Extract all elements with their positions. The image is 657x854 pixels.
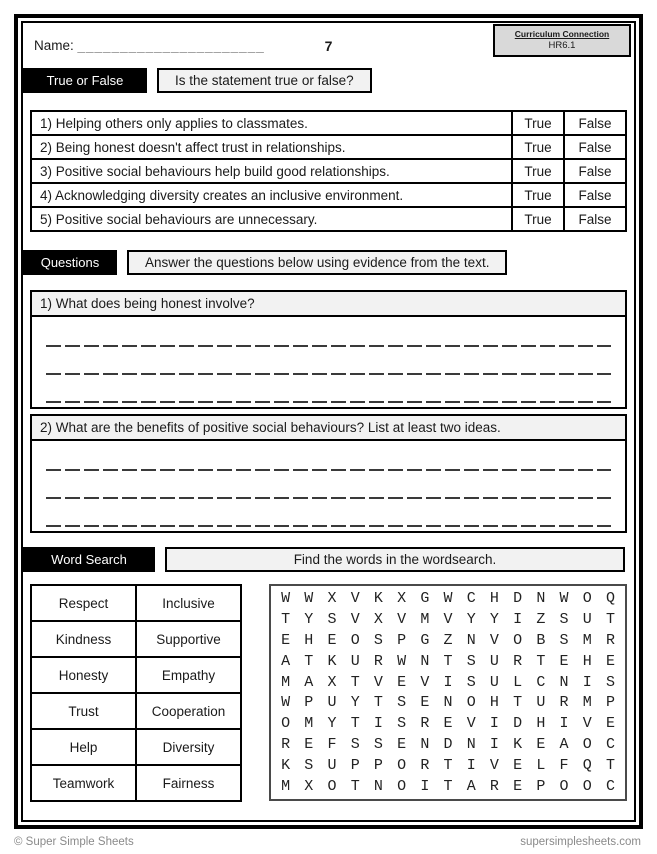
word-search-letter[interactable]: H bbox=[489, 589, 499, 607]
footer-website: supersimplesheets.com bbox=[520, 836, 641, 848]
word-search-letter[interactable]: W bbox=[281, 589, 291, 607]
word-search-letter[interactable]: Q bbox=[582, 757, 592, 775]
word-search-letter[interactable]: I bbox=[559, 715, 569, 733]
word-search-letter[interactable]: X bbox=[304, 778, 314, 796]
word-list-item: Respect bbox=[31, 585, 136, 621]
word-search-letter[interactable]: P bbox=[397, 631, 407, 649]
word-search-letter[interactable]: N bbox=[466, 736, 476, 754]
word-search-letter[interactable]: U bbox=[327, 694, 337, 712]
word-search-letter[interactable]: D bbox=[443, 736, 453, 754]
word-search-letter[interactable]: T bbox=[443, 652, 453, 670]
questions-section-header bbox=[23, 250, 634, 275]
word-search-instruction: Find the words in the wordsearch. bbox=[165, 547, 625, 572]
word-search-letter[interactable]: O bbox=[327, 778, 337, 796]
word-search-letter[interactable]: T bbox=[281, 610, 291, 628]
word-search-letter[interactable]: O bbox=[582, 589, 592, 607]
true-false-section-label: True or False bbox=[23, 68, 147, 93]
word-search-letter[interactable]: Z bbox=[443, 631, 453, 649]
word-search-letter[interactable]: M bbox=[304, 715, 314, 733]
questions-instruction: Answer the questions below using evidence from the text. bbox=[127, 250, 507, 275]
word-search-row bbox=[274, 609, 622, 630]
word-search-letter[interactable]: E bbox=[605, 715, 615, 733]
word-search-letter[interactable]: N bbox=[536, 589, 546, 607]
word-search-letter[interactable]: Y bbox=[466, 610, 476, 628]
word-search-letter[interactable]: I bbox=[489, 715, 499, 733]
question-1-answer-area bbox=[32, 317, 625, 407]
word-list-item: Teamwork bbox=[31, 765, 136, 801]
word-search-letter[interactable]: S bbox=[559, 631, 569, 649]
word-search-letter[interactable]: A bbox=[559, 736, 569, 754]
word-search-letter[interactable]: E bbox=[443, 715, 453, 733]
answer-line[interactable] bbox=[46, 499, 611, 527]
word-list-row bbox=[31, 657, 241, 693]
answer-line[interactable] bbox=[46, 375, 611, 403]
tf-statement: 4) Acknowledging diversity creates an inclusive environment. bbox=[31, 183, 512, 207]
question-box-1 bbox=[30, 290, 627, 409]
word-search-letter[interactable]: N bbox=[420, 652, 430, 670]
question-2-answer-area bbox=[32, 441, 625, 531]
true-false-table bbox=[30, 110, 627, 232]
tf-option-true[interactable]: True bbox=[512, 111, 564, 135]
word-search-letter[interactable]: S bbox=[373, 736, 383, 754]
curriculum-connection-box bbox=[493, 24, 631, 57]
tf-option-true[interactable]: True bbox=[512, 135, 564, 159]
word-search-letter[interactable]: V bbox=[466, 715, 476, 733]
true-false-section-header bbox=[23, 68, 634, 93]
tf-statement: 1) Helping others only applies to classmates. bbox=[31, 111, 512, 135]
word-search-letter[interactable]: K bbox=[513, 736, 523, 754]
word-search-letter[interactable]: W bbox=[304, 589, 314, 607]
word-search-letter[interactable]: I bbox=[489, 736, 499, 754]
word-search-letter[interactable]: S bbox=[304, 757, 314, 775]
word-search-letter[interactable]: E bbox=[304, 736, 314, 754]
word-search-letter[interactable]: Y bbox=[327, 715, 337, 733]
word-search-letter[interactable]: O bbox=[582, 736, 592, 754]
word-search-letter[interactable]: O bbox=[466, 694, 476, 712]
curriculum-title: Curriculum Connection bbox=[514, 29, 610, 39]
word-search-letter[interactable]: R bbox=[489, 778, 499, 796]
word-search-letter[interactable]: I bbox=[582, 673, 592, 691]
word-search-letter[interactable]: A bbox=[281, 652, 291, 670]
answer-line[interactable] bbox=[46, 319, 611, 347]
page-number: 7 bbox=[324, 38, 333, 54]
word-search-letter[interactable]: I bbox=[443, 673, 453, 691]
word-search-letter[interactable]: P bbox=[373, 757, 383, 775]
word-search-letter[interactable]: H bbox=[489, 694, 499, 712]
word-search-letter[interactable]: S bbox=[373, 631, 383, 649]
word-list-item: Supportive bbox=[136, 621, 241, 657]
word-search-letter[interactable]: E bbox=[536, 736, 546, 754]
word-search-letter[interactable]: E bbox=[397, 736, 407, 754]
word-search-letter[interactable]: X bbox=[373, 610, 383, 628]
word-list-item: Inclusive bbox=[136, 585, 241, 621]
word-search-letter[interactable]: Y bbox=[350, 694, 360, 712]
word-search-letter[interactable]: S bbox=[397, 694, 407, 712]
word-search-letter[interactable]: M bbox=[420, 610, 430, 628]
word-search-letter[interactable]: W bbox=[397, 652, 407, 670]
word-search-letter[interactable]: T bbox=[373, 694, 383, 712]
word-search-row bbox=[274, 734, 622, 755]
tf-option-false[interactable]: False bbox=[564, 183, 626, 207]
question-box-2 bbox=[30, 414, 627, 533]
word-search-letter[interactable]: V bbox=[397, 610, 407, 628]
word-search-letter[interactable]: N bbox=[420, 736, 430, 754]
word-search-letter[interactable]: K bbox=[327, 652, 337, 670]
answer-line[interactable] bbox=[46, 443, 611, 471]
word-list-item: Trust bbox=[31, 693, 136, 729]
word-search-letter[interactable]: I bbox=[513, 610, 523, 628]
tf-option-true[interactable]: True bbox=[512, 207, 564, 231]
word-search-row bbox=[274, 693, 622, 714]
word-search-letter[interactable]: V bbox=[443, 610, 453, 628]
word-search-letter[interactable]: F bbox=[559, 757, 569, 775]
word-search-letter[interactable]: I bbox=[373, 715, 383, 733]
word-search-row bbox=[274, 651, 622, 672]
word-search-letter[interactable]: T bbox=[536, 652, 546, 670]
tf-option-true[interactable]: True bbox=[512, 183, 564, 207]
word-search-letter[interactable]: H bbox=[536, 715, 546, 733]
word-search-letter[interactable]: N bbox=[373, 778, 383, 796]
question-2-prompt: 2) What are the benefits of positive social behaviours? List at least two ideas. bbox=[32, 416, 625, 441]
word-search-letter[interactable]: P bbox=[605, 694, 615, 712]
word-search-letter[interactable]: C bbox=[466, 589, 476, 607]
word-search-letter[interactable]: B bbox=[536, 631, 546, 649]
word-search-letter[interactable]: Y bbox=[489, 610, 499, 628]
word-search-letter[interactable]: X bbox=[327, 589, 337, 607]
tf-row bbox=[31, 207, 626, 231]
word-search-letter[interactable]: N bbox=[443, 694, 453, 712]
word-list-item: Empathy bbox=[136, 657, 241, 693]
tf-row bbox=[31, 183, 626, 207]
word-search-letter[interactable]: Z bbox=[536, 610, 546, 628]
word-search-letter[interactable]: O bbox=[559, 778, 569, 796]
word-list-item: Honesty bbox=[31, 657, 136, 693]
name-blank-line[interactable]: ______________________ bbox=[77, 38, 265, 53]
word-search-letter[interactable]: K bbox=[373, 589, 383, 607]
tf-option-false[interactable]: False bbox=[564, 207, 626, 231]
word-search-letter[interactable]: E bbox=[513, 757, 523, 775]
word-search-letter[interactable]: E bbox=[281, 631, 291, 649]
word-search-letter[interactable]: U bbox=[536, 694, 546, 712]
word-search-letter[interactable]: X bbox=[327, 673, 337, 691]
word-search-letter[interactable]: T bbox=[304, 652, 314, 670]
word-search-letter[interactable]: O bbox=[397, 778, 407, 796]
word-search-letter[interactable]: T bbox=[350, 673, 360, 691]
word-search-letter[interactable]: S bbox=[466, 652, 476, 670]
word-search-letter[interactable]: R bbox=[281, 736, 291, 754]
word-search-letter[interactable]: T bbox=[605, 757, 615, 775]
questions-section-label: Questions bbox=[23, 250, 117, 275]
word-search-letter[interactable]: W bbox=[281, 694, 291, 712]
word-search-letter[interactable]: E bbox=[327, 631, 337, 649]
word-search-letter[interactable]: M bbox=[281, 673, 291, 691]
word-search-letter[interactable]: Y bbox=[304, 610, 314, 628]
word-search-letter[interactable]: V bbox=[489, 757, 499, 775]
word-list-row bbox=[31, 585, 241, 621]
word-search-letter[interactable]: T bbox=[350, 778, 360, 796]
word-search-letter[interactable]: L bbox=[513, 673, 523, 691]
true-false-instruction: Is the statement true or false? bbox=[157, 68, 372, 93]
word-search-row bbox=[274, 672, 622, 693]
word-search-letter[interactable]: R bbox=[420, 757, 430, 775]
word-list-row bbox=[31, 729, 241, 765]
word-search-letter[interactable]: V bbox=[582, 715, 592, 733]
word-search-letter[interactable]: G bbox=[420, 589, 430, 607]
word-search-letter[interactable]: U bbox=[489, 652, 499, 670]
word-search-letter[interactable]: T bbox=[350, 715, 360, 733]
word-search-letter[interactable]: U bbox=[582, 610, 592, 628]
word-search-letter[interactable]: T bbox=[443, 757, 453, 775]
word-list-row bbox=[31, 693, 241, 729]
word-list-item: Cooperation bbox=[136, 693, 241, 729]
word-search-letter[interactable]: H bbox=[304, 631, 314, 649]
word-search-letter[interactable]: A bbox=[304, 673, 314, 691]
word-search-letter[interactable]: U bbox=[327, 757, 337, 775]
footer-copyright: © Super Simple Sheets bbox=[14, 836, 134, 848]
word-search-letter[interactable]: M bbox=[281, 778, 291, 796]
word-search-letter[interactable]: W bbox=[443, 589, 453, 607]
tf-row bbox=[31, 111, 626, 135]
word-search-row bbox=[274, 713, 622, 734]
answer-line[interactable] bbox=[46, 347, 611, 375]
worksheet-page bbox=[21, 21, 636, 822]
word-search-letter[interactable]: V bbox=[489, 631, 499, 649]
answer-line[interactable] bbox=[46, 471, 611, 499]
tf-option-true[interactable]: True bbox=[512, 159, 564, 183]
word-list-item: Diversity bbox=[136, 729, 241, 765]
word-search-letter[interactable]: H bbox=[582, 652, 592, 670]
word-search-letter[interactable]: E bbox=[420, 694, 430, 712]
word-search-section-label: Word Search bbox=[23, 547, 155, 572]
word-search-letter[interactable]: T bbox=[513, 694, 523, 712]
word-search-letter[interactable]: S bbox=[559, 610, 569, 628]
word-search-letter[interactable]: S bbox=[397, 715, 407, 733]
word-search-letter[interactable]: M bbox=[582, 631, 592, 649]
word-search-section-header bbox=[23, 547, 634, 572]
word-list-item: Help bbox=[31, 729, 136, 765]
word-search-letter[interactable]: R bbox=[420, 715, 430, 733]
word-search-grid bbox=[269, 584, 627, 801]
word-search-row bbox=[274, 755, 622, 776]
word-search-letter[interactable]: D bbox=[513, 589, 523, 607]
word-search-letter[interactable]: S bbox=[350, 736, 360, 754]
word-search-letter[interactable]: C bbox=[605, 736, 615, 754]
tf-option-false[interactable]: False bbox=[564, 135, 626, 159]
word-search-letter[interactable]: K bbox=[281, 757, 291, 775]
curriculum-code: HR6.1 bbox=[548, 40, 576, 51]
word-search-letter[interactable]: V bbox=[350, 589, 360, 607]
page-header bbox=[23, 23, 634, 68]
word-search-letter[interactable]: G bbox=[420, 631, 430, 649]
word-search-letter[interactable]: Q bbox=[605, 589, 615, 607]
word-list-row bbox=[31, 765, 241, 801]
word-list-item: Fairness bbox=[136, 765, 241, 801]
word-search-letter[interactable]: I bbox=[420, 778, 430, 796]
word-search-letter[interactable]: V bbox=[350, 610, 360, 628]
word-search-letter[interactable]: S bbox=[605, 673, 615, 691]
word-search-letter[interactable]: R bbox=[373, 652, 383, 670]
word-search-letter[interactable]: S bbox=[466, 673, 476, 691]
word-search-letter[interactable]: S bbox=[327, 610, 337, 628]
word-search-letter[interactable]: P bbox=[304, 694, 314, 712]
word-search-letter[interactable]: A bbox=[466, 778, 476, 796]
tf-statement: 5) Positive social behaviours are unnecessary. bbox=[31, 207, 512, 231]
word-search-row bbox=[274, 630, 622, 651]
word-search-letter[interactable]: T bbox=[605, 610, 615, 628]
word-search-letter[interactable]: E bbox=[397, 673, 407, 691]
word-search-letter[interactable]: O bbox=[513, 631, 523, 649]
question-1-prompt: 1) What does being honest involve? bbox=[32, 292, 625, 317]
word-search-letter[interactable]: N bbox=[466, 631, 476, 649]
word-search-letter[interactable]: P bbox=[536, 778, 546, 796]
word-search-letter[interactable]: R bbox=[605, 631, 615, 649]
word-search-letter[interactable]: E bbox=[605, 652, 615, 670]
word-search-letter[interactable]: U bbox=[489, 673, 499, 691]
word-search-letter[interactable]: X bbox=[397, 589, 407, 607]
word-search-letter[interactable]: E bbox=[513, 778, 523, 796]
word-search-letter[interactable]: V bbox=[373, 673, 383, 691]
word-search-letter[interactable]: P bbox=[350, 757, 360, 775]
word-search-letter[interactable]: W bbox=[559, 589, 569, 607]
word-search-letter[interactable]: O bbox=[582, 778, 592, 796]
word-list-row bbox=[31, 621, 241, 657]
tf-statement: 2) Being honest doesn't affect trust in relationships. bbox=[31, 135, 512, 159]
word-search-letter[interactable]: C bbox=[605, 778, 615, 796]
word-search-area bbox=[30, 584, 627, 802]
word-search-letter[interactable]: I bbox=[466, 757, 476, 775]
word-search-letter[interactable]: N bbox=[559, 673, 569, 691]
word-search-letter[interactable]: F bbox=[327, 736, 337, 754]
word-search-letter[interactable]: R bbox=[559, 694, 569, 712]
tf-option-false[interactable]: False bbox=[564, 159, 626, 183]
word-search-letter[interactable]: M bbox=[582, 694, 592, 712]
word-search-letter[interactable]: O bbox=[397, 757, 407, 775]
word-search-letter[interactable]: V bbox=[420, 673, 430, 691]
word-search-letter[interactable]: L bbox=[536, 757, 546, 775]
word-search-letter[interactable]: T bbox=[443, 778, 453, 796]
word-list-item: Kindness bbox=[31, 621, 136, 657]
word-search-letter[interactable]: E bbox=[559, 652, 569, 670]
worksheet-page-frame bbox=[14, 14, 643, 829]
word-search-letter[interactable]: R bbox=[513, 652, 523, 670]
word-list-table bbox=[30, 584, 242, 802]
word-search-row bbox=[274, 776, 622, 797]
page-footer bbox=[14, 836, 641, 848]
word-search-letter[interactable]: C bbox=[536, 673, 546, 691]
word-search-row bbox=[274, 588, 622, 609]
tf-statement: 3) Positive social behaviours help build good relationships. bbox=[31, 159, 512, 183]
tf-option-false[interactable]: False bbox=[564, 111, 626, 135]
word-search-letter[interactable]: D bbox=[513, 715, 523, 733]
tf-row bbox=[31, 135, 626, 159]
word-search-letter[interactable]: U bbox=[350, 652, 360, 670]
tf-row bbox=[31, 159, 626, 183]
word-search-letter[interactable]: O bbox=[350, 631, 360, 649]
word-search-letter[interactable]: O bbox=[281, 715, 291, 733]
name-label: Name: bbox=[34, 38, 74, 53]
